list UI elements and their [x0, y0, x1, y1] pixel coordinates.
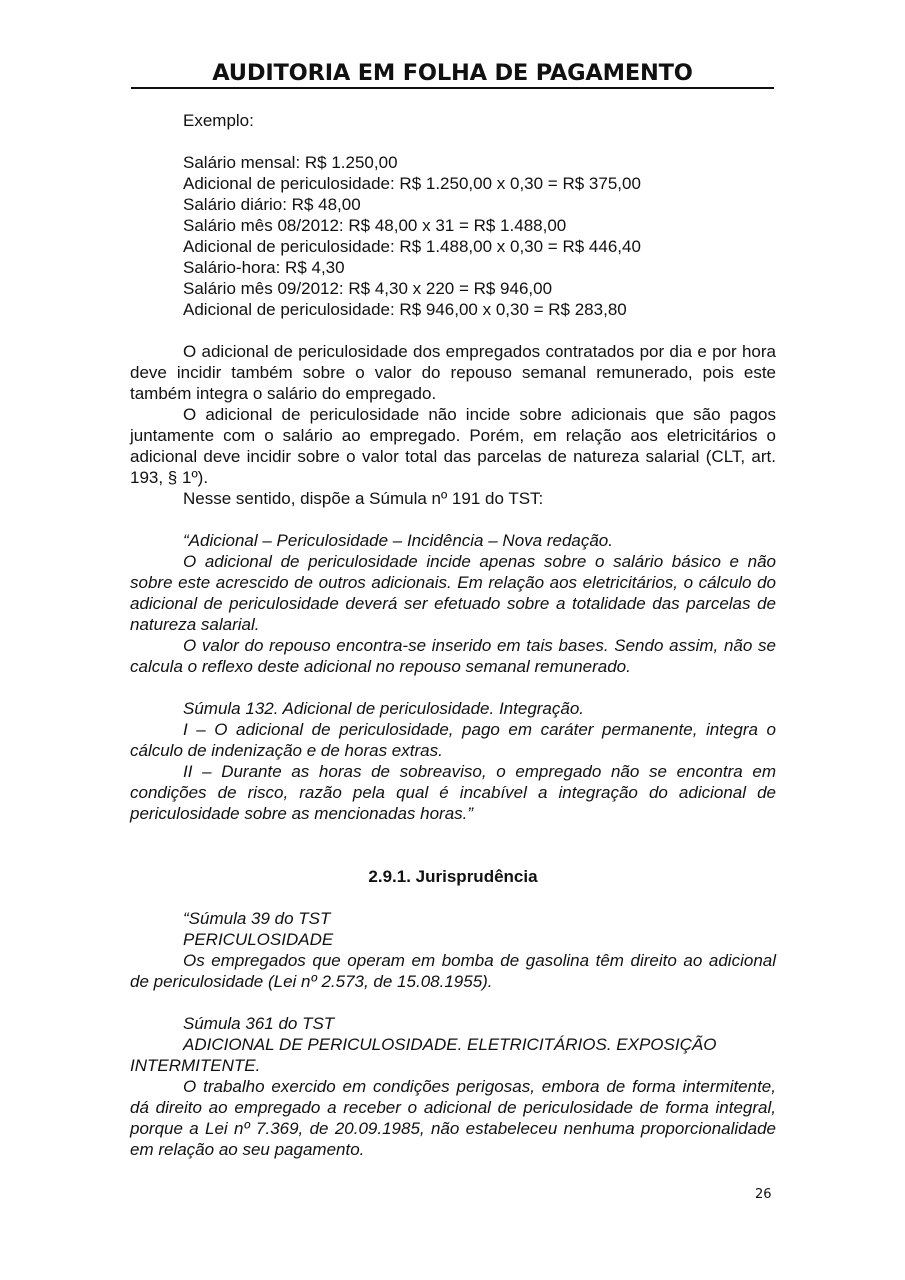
example-line: Salário mês 09/2012: R$ 4,30 x 220 = R$ 946,00 [183, 279, 553, 298]
section-heading: 2.9.1. Jurisprudência [368, 867, 538, 886]
header-title: AUDITORIA EM FOLHA DE PAGAMENTO [212, 60, 693, 86]
sumula-title: Súmula 361 do TST [183, 1014, 335, 1033]
body-paragraph: O adicional de periculosidade não incide sobre adicionais que são pagos juntamente com o salário ao empregado. Porém, em relação aos eletricitários o adicional deve incidir sobre o valor total das parcelas de natureza salarial (CLT, art. 193, § 1º). [130, 405, 776, 487]
quote-title: Súmula 132. Adicional de periculosidade. Integração. [183, 699, 585, 718]
sumula-subtitle: PERICULOSIDADE [183, 930, 334, 949]
example-line: Salário mensal: R$ 1.250,00 [183, 153, 398, 172]
example-line: Salário diário: R$ 48,00 [183, 195, 361, 214]
page-number: 26 [755, 1187, 772, 1202]
page-header [131, 60, 774, 86]
quote-paragraph: I – O adicional de periculosidade, pago em caráter permanente, integra o cálculo de indenização e de horas extras. [130, 720, 776, 760]
quote-title: “Adicional – Periculosidade – Incidência – Nova redação. [183, 531, 613, 550]
sumula-text: Os empregados que operam em bomba de gasolina têm direito ao adicional de periculosidade (Lei nº 2.573, de 15.08.1955). [130, 951, 776, 991]
body-paragraph: O adicional de periculosidade dos empregados contratados por dia e por hora deve incidir também sobre o valor do repouso semanal remunerado, pois este também integra o salário do empregado. [130, 342, 776, 403]
quote-paragraph: II – Durante as horas de sobreaviso, o empregado não se encontra em condições de risco, razão pela qual é incabível a integração do adicional de periculosidade sobre as mencionadas horas.” [130, 762, 776, 823]
page-content [130, 110, 776, 1160]
example-line: Salário-hora: R$ 4,30 [183, 258, 345, 277]
example-line: Salário mês 08/2012: R$ 48,00 x 31 = R$ 1.488,00 [183, 216, 567, 235]
body-paragraph: Nesse sentido, dispõe a Súmula nº 191 do TST: [183, 489, 544, 508]
sumula-text: O trabalho exercido em condições perigosas, embora de forma intermitente, dá direito ao empregado a receber o adicional de periculosidade de forma integral, porque a Lei nº 7.369, de 20.09.1985, não estabeleceu nenhuma proporcionalidade em relação ao seu pagamento. [130, 1077, 776, 1159]
example-line: Adicional de periculosidade: R$ 946,00 x 0,30 = R$ 283,80 [183, 300, 627, 319]
example-line: Adicional de periculosidade: R$ 1.488,00 x 0,30 = R$ 446,40 [183, 237, 641, 256]
quote-paragraph: O adicional de periculosidade incide apenas sobre o salário básico e não sobre este acrescido de outros adicionais. Em relação aos eletricitários, o cálculo do adicional de periculosidade deverá ser efetuado sobre a totalidade das parcelas de natureza salarial. [130, 552, 776, 634]
sumula-subtitle: ADICIONAL DE PERICULOSIDADE. ELETRICITÁRIOS. EXPOSIÇÃO INTERMITENTE. [130, 1035, 717, 1075]
quote-paragraph: O valor do repouso encontra-se inserido em tais bases. Sendo assim, não se calcula o reflexo deste adicional no repouso semanal remunerado. [130, 636, 776, 676]
sumula-title: “Súmula 39 do TST [183, 909, 331, 928]
example-line: Adicional de periculosidade: R$ 1.250,00 x 0,30 = R$ 375,00 [183, 174, 641, 193]
example-label: Exemplo: [183, 111, 254, 130]
header-rule [131, 87, 774, 89]
